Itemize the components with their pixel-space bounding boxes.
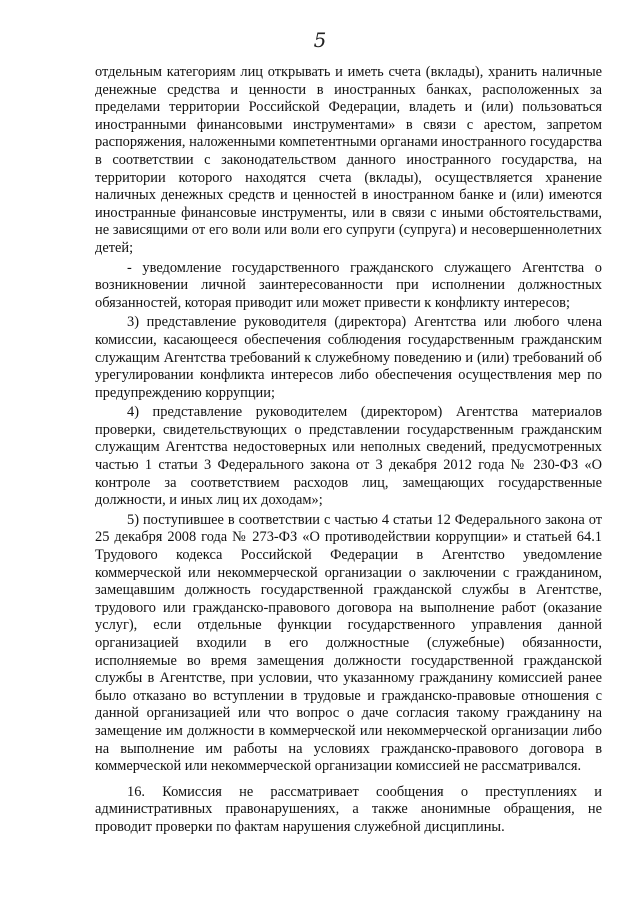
paragraph-continuation: отдельным категориям лиц открывать и иметь счета (вклады), хранить наличные денежные средства и ценности в иностранных банках, расположенных за пределами территории Российской Федерации, владеть и (или) пользоваться иностранными финансовыми инструментами» в связи с арестом, запретом распоряжения, наложенными компетентными органами иностранного государства в соответствии с законодательством данного иностранного государства, на территории которого находятся счета (вклады), осуществляется хранение наличных денежных средств и ценностей в иностранном банке и (или) имеются иностранные финансовые инструменты, или в связи с иными обстоятельствами, не зависящими от его воли или воли его супруги (супруга) и несовершеннолетних детей; <box>95 64 602 256</box>
paragraph-item-3: 3) представление руководителя (директора) Агентства или любого члена комиссии, касающееся обеспечения соблюдения государственным гражданским служащим Агентства требований к служебному поведению и (или) требований об урегулировании конфликта интересов либо обеспечения осуществления мер по предупреждению коррупции; <box>95 314 602 401</box>
paragraph-section-16: 16. Комиссия не рассматривает сообщения о преступлениях и административных правонарушениях, а также анонимные обращения, не проводит проверки по фактам нарушения служебной дисциплины. <box>95 783 602 835</box>
paragraph-item-5: 5) поступившее в соответствии с частью 4 статьи 12 Федерального закона от 25 декабря 2008 года № 273-ФЗ «О противодействии коррупции» и статьей 64.1 Трудового кодекса Российской Федерации в Агентство уведомление коммерческой или некоммерческой организации о заключении с гражданином, замещавшим должность государственной гражданской службы в Агентстве, трудового или гражданско-правового договора на выполнение работ (оказание услуг), если отдельные функции государственного управления данной организацией входили в его должностные (служебные) обязанности, исполняемые во время замещения должности государственной гражданской службы в Агентстве, при условии, что указанному гражданину комиссией ранее было отказано во вступлении в трудовые и гражданско-правовые отношения с данной организацией или что вопрос о даче согласия такому гражданину на замещение им должности в коммерческой или некоммерческой организации либо на выполнение им работы на условиях гражданско-правового договора в коммерческой или некоммерческой организации комиссией не рассматривался. <box>95 511 602 775</box>
paragraph-item-4: 4) представление руководителем (директором) Агентства материалов проверки, свидетельствующих о представлении государственным гражданским служащим Агентства недостоверных или неполных сведений, предусмотренных частью 1 статьи 3 Федерального закона от 3 декабря 2012 года № 230-ФЗ «О контроле за соответствием расходов лиц, замещающих государственные должности, и иных лиц их доходам»; <box>95 404 602 509</box>
page-number: 5 <box>313 28 327 52</box>
paragraph-conflict-notice: - уведомление государственного гражданского служащего Агентства о возникновении личной заинтересованности при исполнении должностных обязанностей, которая приводит или может привести к конфликту интересов; <box>95 259 602 311</box>
